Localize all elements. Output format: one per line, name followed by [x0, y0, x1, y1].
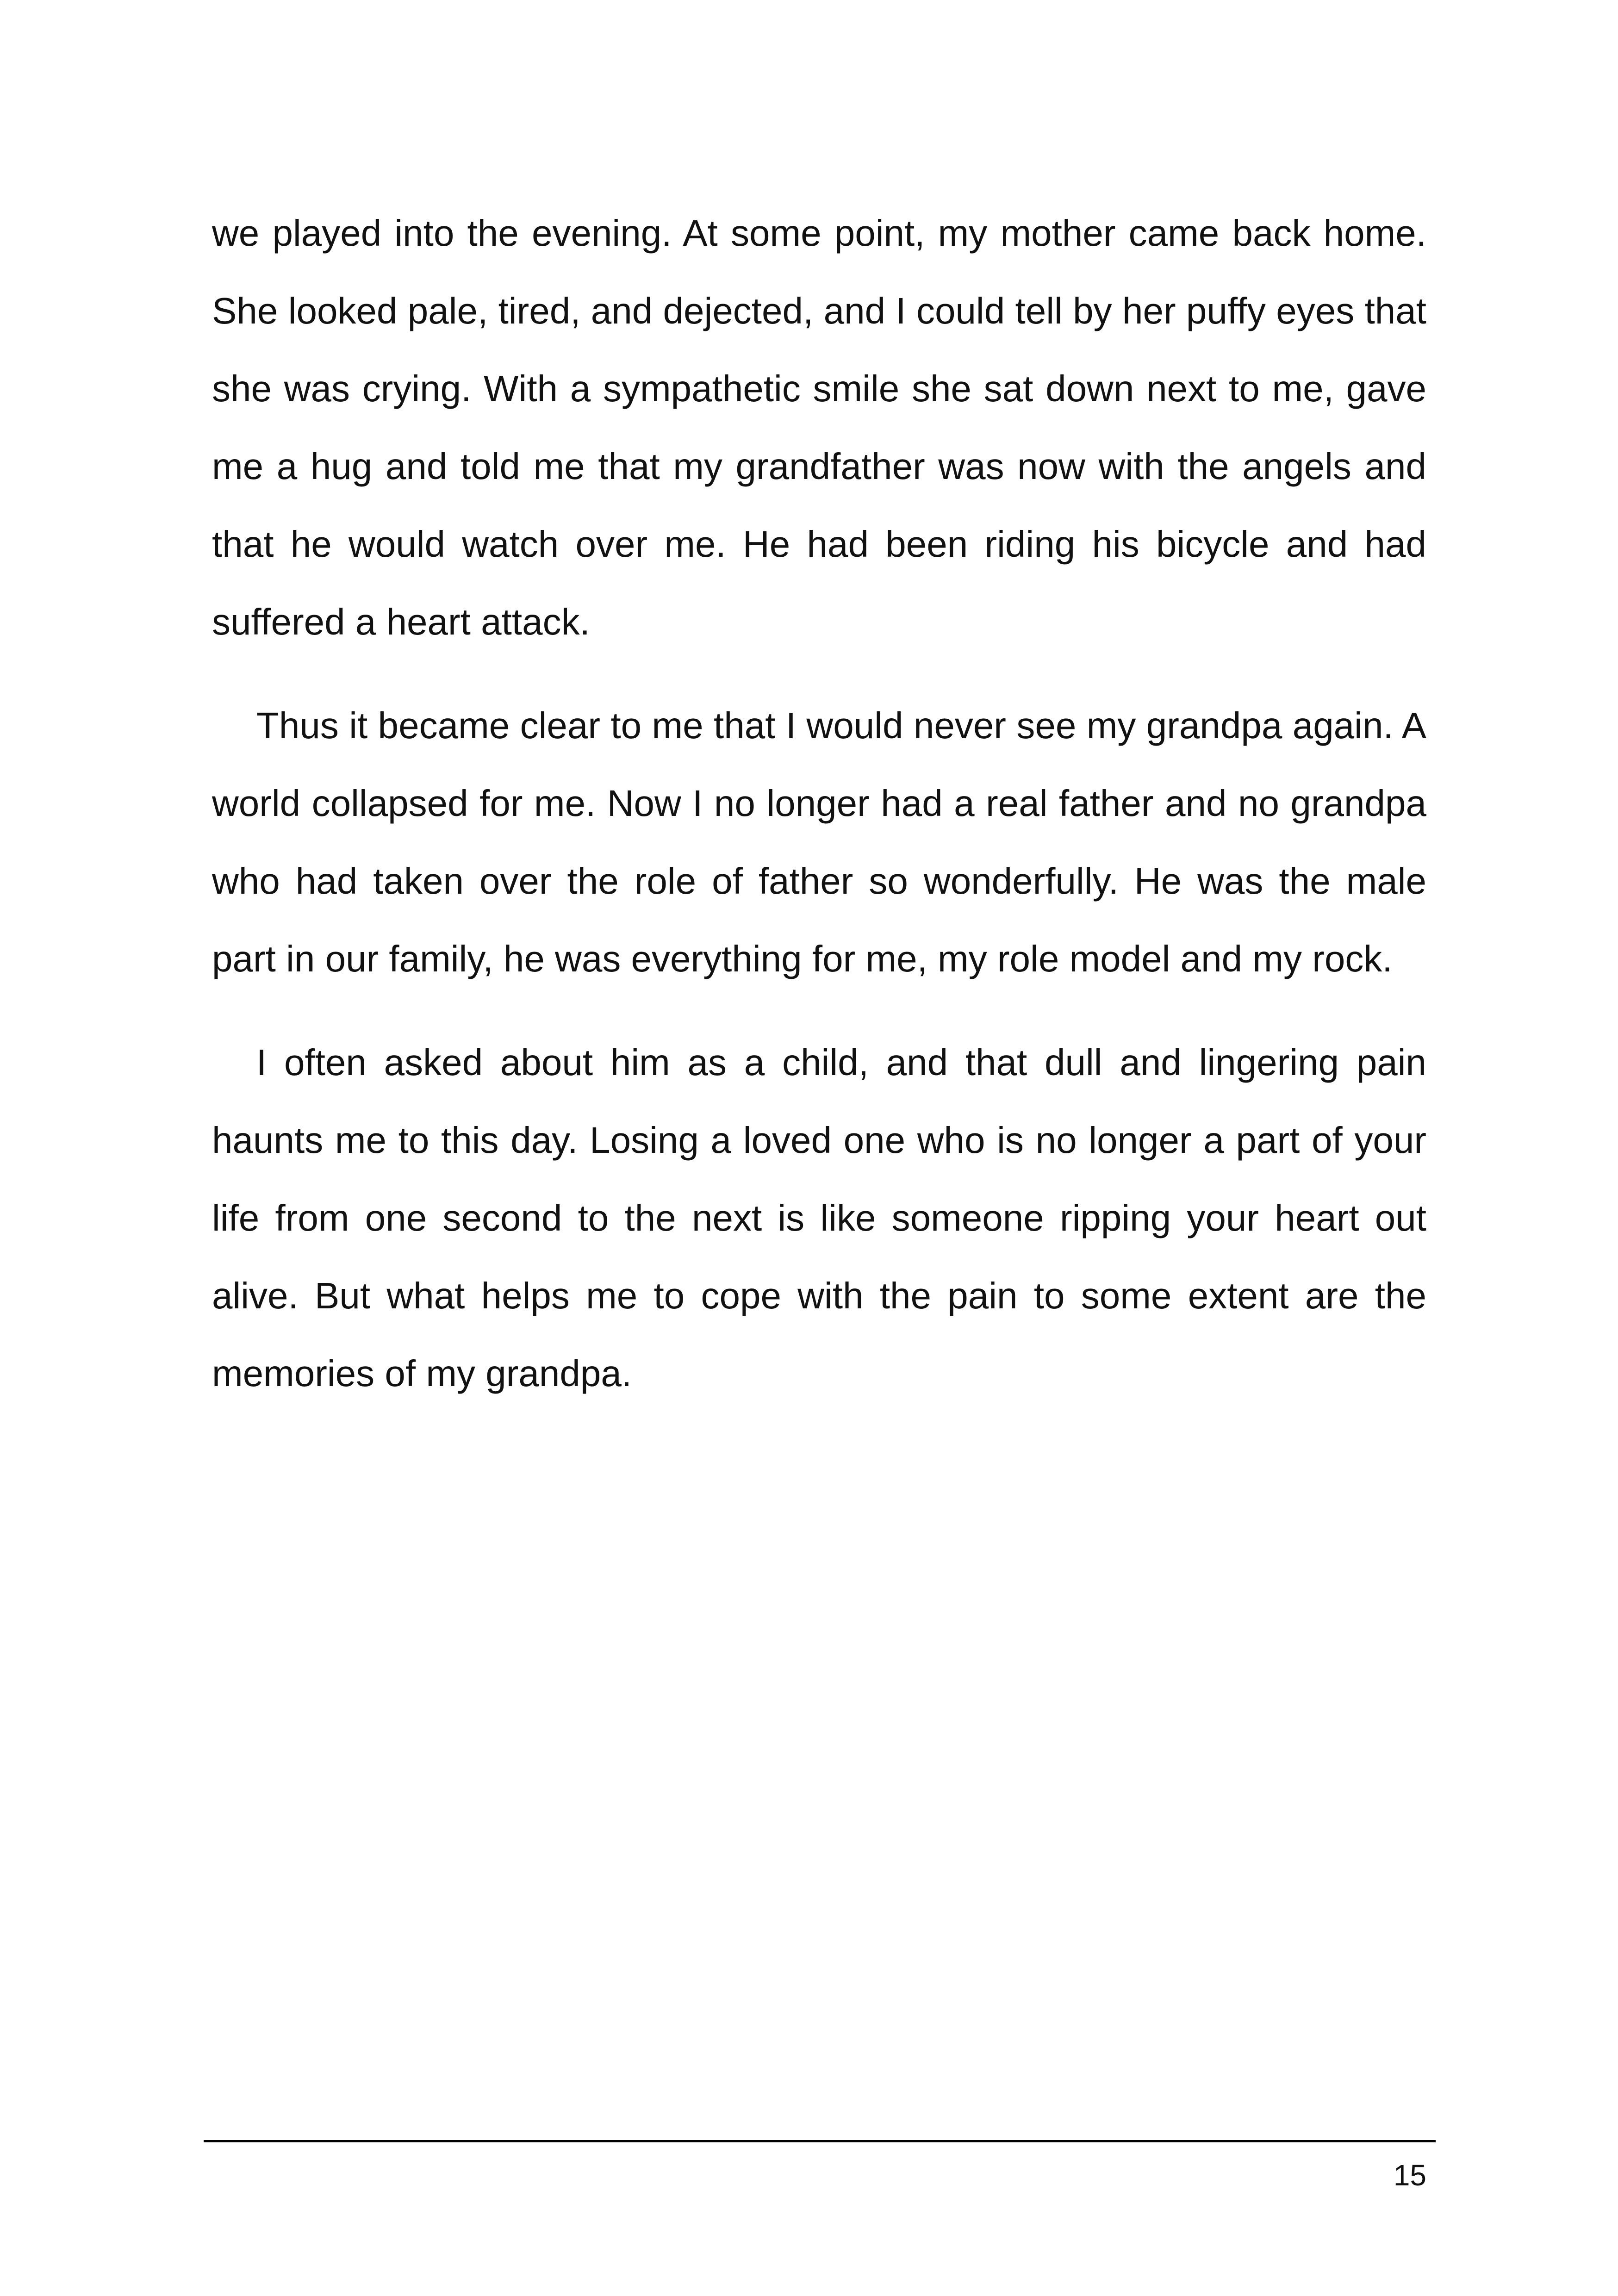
paragraph-3: I often asked about him as a child, and that dull and lingering pain haunts me to this day. Losing a loved one who is no longer a part of your life from one second to the next is like someone ripping your heart out alive. But what helps me to cope with the pain to some extent are the memories of my grandpa.: [212, 1042, 1426, 1394]
footer-divider: [204, 2140, 1436, 2142]
body-text: [212, 194, 1426, 1438]
page-number: 15: [1393, 2159, 1426, 2192]
paragraph-1: we played into the evening. At some point, my mother came back home. She looked pale, tired, and dejected, and I could tell by her puffy eyes that she was crying. With a sympathetic smile she sat down next to me, gave me a hug and told me that my grandfather was now with the angels and that he would watch over me. He had been riding his bicycle and had suffered a heart attack.: [212, 212, 1426, 642]
paragraph-2: Thus it became clear to me that I would never see my grandpa again. A world collapsed for me. Now I no longer had a real father and no grandpa who had taken over the role of father so wonderfully. He was the male part in our family, he was everything for me, my role model and my rock.: [212, 705, 1426, 979]
